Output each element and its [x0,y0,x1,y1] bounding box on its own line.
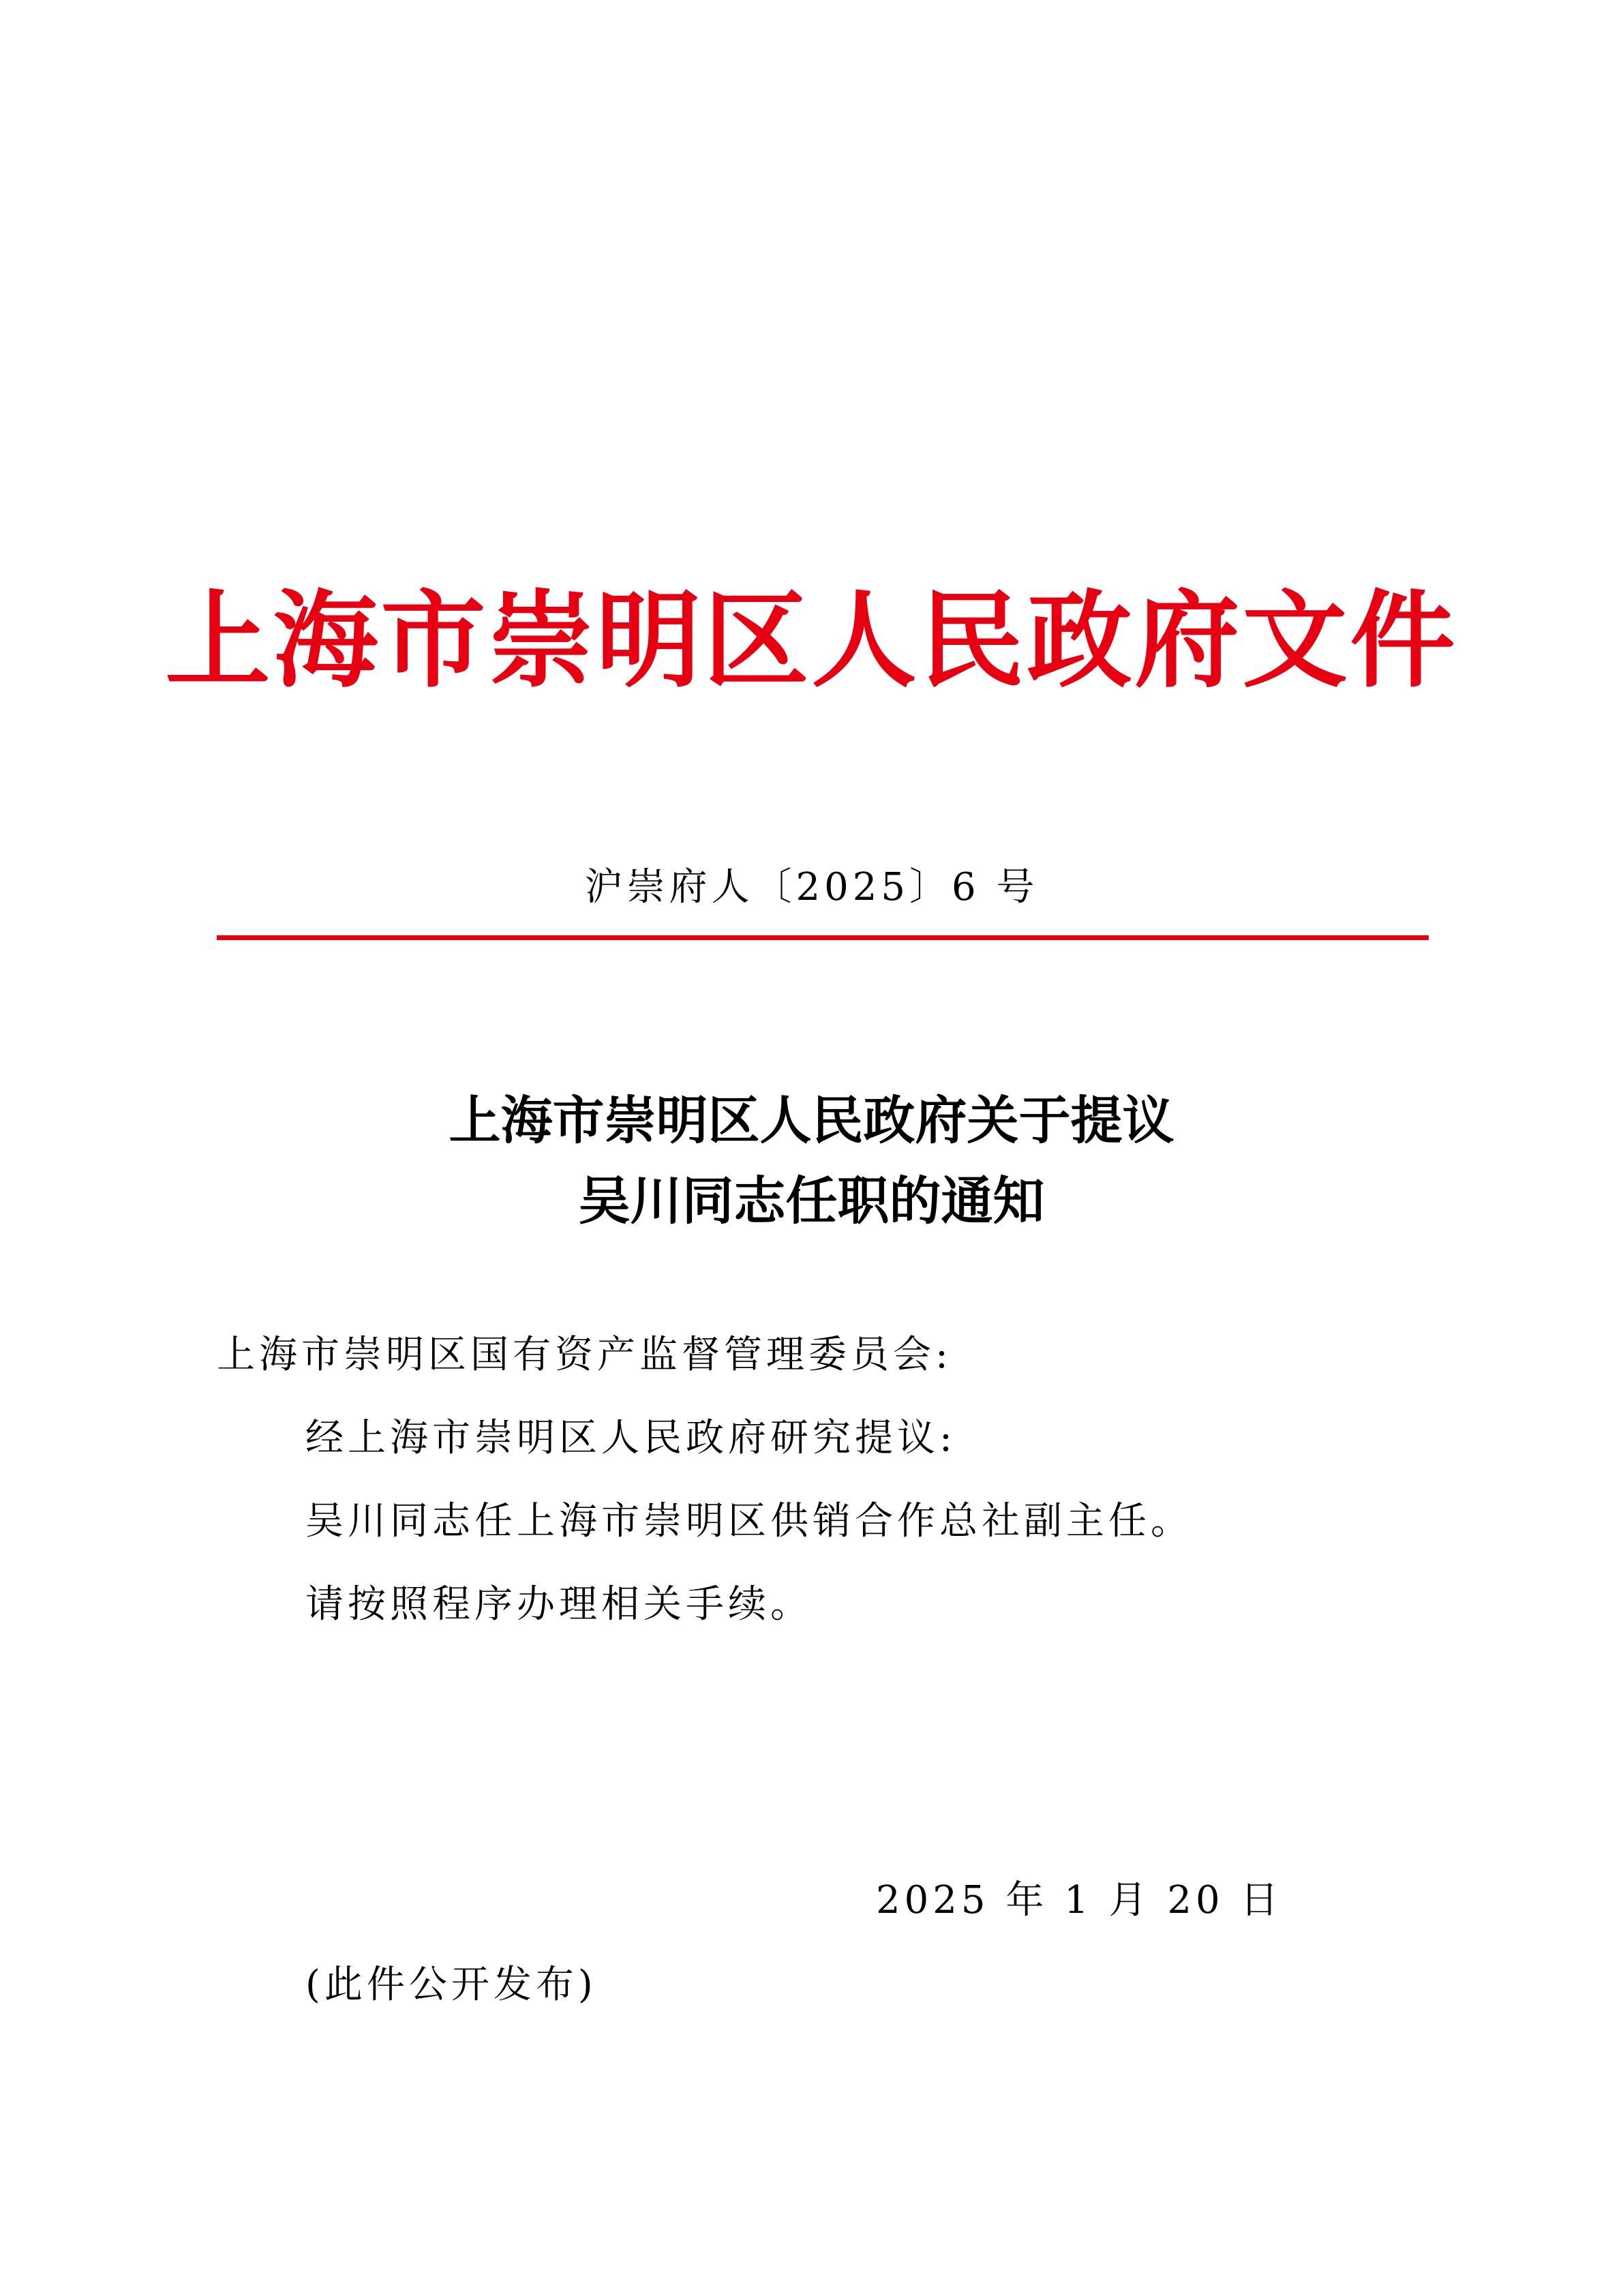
body-paragraph-3: 请按照程序办理相关手续。 [305,1582,813,1627]
document-title [0,1081,1623,1241]
body-paragraph-1: 经上海市崇明区人民政府研究提议: [305,1416,956,1460]
body-paragraph-2: 吴川同志任上海市崇明区供销合作总社副主任。 [305,1499,1193,1543]
masthead-title: 上海市崇明区人民政府文件 [165,579,1458,702]
issue-date: 2025 年 1 月 20 日 [876,1878,1283,1922]
document-number: 沪崇府人〔2025〕6 号 [584,865,1039,909]
red-divider-line [217,935,1429,940]
document-title-line-1: 上海市崇明区人民政府关于提议 [449,1090,1174,1151]
recipient: 上海市崇明区国有资产监督管理委员会: [217,1333,952,1377]
disclosure-note: (此件公开发布) [305,1963,597,2007]
document-title-line-2: 吴川同志任职的通知 [578,1170,1045,1231]
